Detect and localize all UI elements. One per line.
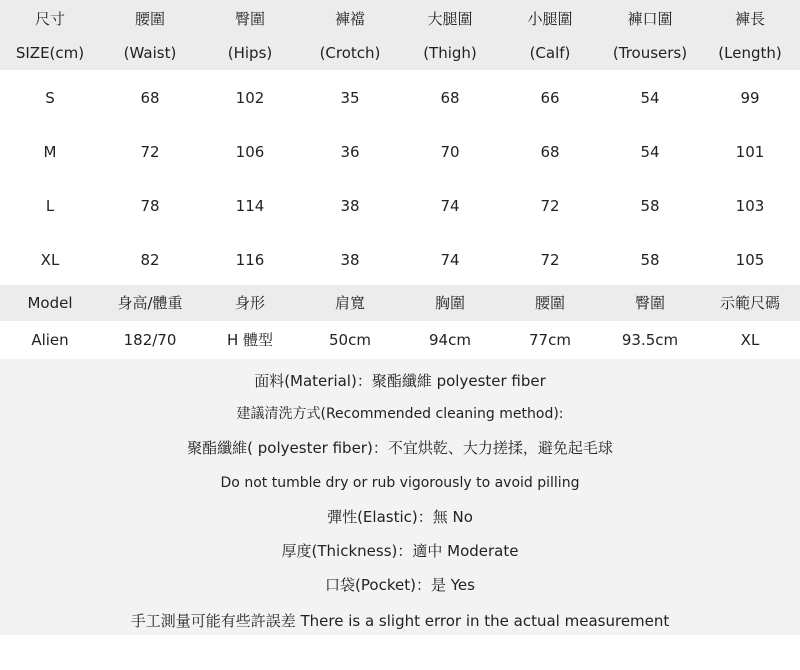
model-header-chest: 胸圍 bbox=[434, 294, 465, 312]
product-info bbox=[0, 359, 800, 635]
thigh-value: 74 bbox=[440, 251, 460, 269]
table-row bbox=[0, 70, 800, 124]
size-table-header bbox=[0, 0, 800, 70]
header-cn-crotch: 褲襠 bbox=[334, 10, 365, 28]
calf-value: 72 bbox=[540, 251, 560, 269]
length-value: 103 bbox=[735, 197, 765, 215]
header-en-length: (Length) bbox=[718, 44, 782, 62]
table-row bbox=[0, 178, 800, 232]
trousers-value: 54 bbox=[640, 143, 660, 161]
size-label: M bbox=[43, 143, 57, 161]
model-header-body-type: 身形 bbox=[234, 294, 265, 312]
size-label: L bbox=[45, 197, 55, 215]
header-en-crotch: (Crotch) bbox=[319, 44, 381, 62]
thigh-value: 74 bbox=[440, 197, 460, 215]
model-name: Alien bbox=[31, 331, 69, 349]
size-label: XL bbox=[40, 251, 60, 269]
header-en-size: SIZE(cm) bbox=[15, 44, 85, 62]
crotch-value: 38 bbox=[340, 197, 360, 215]
header-en-hips: (Hips) bbox=[227, 44, 273, 62]
model-header-waist: 腰圍 bbox=[534, 294, 565, 312]
header-cn-thigh: 大腿圍 bbox=[427, 10, 473, 28]
waist-value: 72 bbox=[140, 143, 160, 161]
trousers-value: 58 bbox=[640, 197, 660, 215]
crotch-value: 36 bbox=[340, 143, 360, 161]
length-value: 101 bbox=[735, 143, 765, 161]
model-table bbox=[0, 285, 800, 359]
model-waist: 77cm bbox=[529, 331, 571, 349]
size-label: S bbox=[45, 89, 55, 107]
trousers-value: 54 bbox=[640, 89, 660, 107]
calf-value: 68 bbox=[540, 143, 560, 161]
header-cn-waist: 腰圍 bbox=[134, 10, 165, 28]
thickness-line: 厚度(Thickness)：適中 Moderate bbox=[281, 542, 519, 560]
calf-value: 66 bbox=[540, 89, 560, 107]
model-header-height-weight: 身高/體重 bbox=[117, 294, 183, 312]
header-cn-hips: 臀圍 bbox=[234, 10, 265, 28]
length-value: 105 bbox=[735, 251, 765, 269]
model-hips: 93.5cm bbox=[621, 331, 679, 349]
hips-value: 116 bbox=[235, 251, 265, 269]
measurement-note: 手工測量可能有些許誤差 There is a slight error in the actual measurement bbox=[130, 612, 670, 630]
hips-value: 102 bbox=[235, 89, 265, 107]
thigh-value: 70 bbox=[440, 143, 460, 161]
model-header-shoulder: 肩寬 bbox=[334, 294, 365, 312]
pocket-line: 口袋(Pocket)：是 Yes bbox=[325, 576, 475, 594]
length-value: 99 bbox=[740, 89, 760, 107]
waist-value: 68 bbox=[140, 89, 160, 107]
model-height-weight: 182/70 bbox=[123, 331, 177, 349]
trousers-value: 58 bbox=[640, 251, 660, 269]
model-header-model: Model bbox=[27, 294, 73, 312]
crotch-value: 35 bbox=[340, 89, 360, 107]
table-row bbox=[0, 124, 800, 178]
header-cn-calf: 小腿圍 bbox=[527, 10, 573, 28]
model-header-size: 示範尺碼 bbox=[719, 294, 780, 312]
header-cn-length: 褲長 bbox=[734, 10, 765, 28]
model-size: XL bbox=[740, 331, 760, 349]
header-en-waist: (Waist) bbox=[123, 44, 177, 62]
header-en-thigh: (Thigh) bbox=[423, 44, 477, 62]
header-row-chinese bbox=[0, 0, 800, 35]
cleaning-chinese: 聚酯纖維( polyester fiber)：不宜烘乾、大力搓揉，避免起毛球 bbox=[187, 439, 613, 457]
calf-value: 72 bbox=[540, 197, 560, 215]
model-value-row bbox=[0, 321, 800, 359]
size-table bbox=[0, 0, 800, 285]
cleaning-english: Do not tumble dry or rub vigorously to avoid pilling bbox=[220, 475, 580, 491]
size-table-body bbox=[0, 70, 800, 285]
waist-value: 82 bbox=[140, 251, 160, 269]
waist-value: 78 bbox=[140, 197, 160, 215]
header-en-trousers: (Trousers) bbox=[612, 44, 688, 62]
header-row-english bbox=[0, 35, 800, 70]
model-shoulder: 50cm bbox=[329, 331, 371, 349]
header-cn-trousers: 褲口圍 bbox=[627, 10, 673, 28]
model-body-type: H 體型 bbox=[226, 331, 274, 349]
model-chest: 94cm bbox=[429, 331, 471, 349]
hips-value: 114 bbox=[235, 197, 265, 215]
thigh-value: 68 bbox=[440, 89, 460, 107]
header-cn-size: 尺寸 bbox=[34, 10, 65, 28]
hips-value: 106 bbox=[235, 143, 265, 161]
table-row bbox=[0, 232, 800, 286]
crotch-value: 38 bbox=[340, 251, 360, 269]
cleaning-title: 建議清洗方式(Recommended cleaning method): bbox=[236, 406, 564, 422]
elastic-line: 彈性(Elastic)：無 No bbox=[327, 508, 473, 526]
material-line: 面料(Material)：聚酯纖維 polyester fiber bbox=[254, 372, 546, 390]
header-en-calf: (Calf) bbox=[529, 44, 571, 62]
model-header-hips: 臀圍 bbox=[634, 294, 665, 312]
model-header-row bbox=[0, 285, 800, 321]
